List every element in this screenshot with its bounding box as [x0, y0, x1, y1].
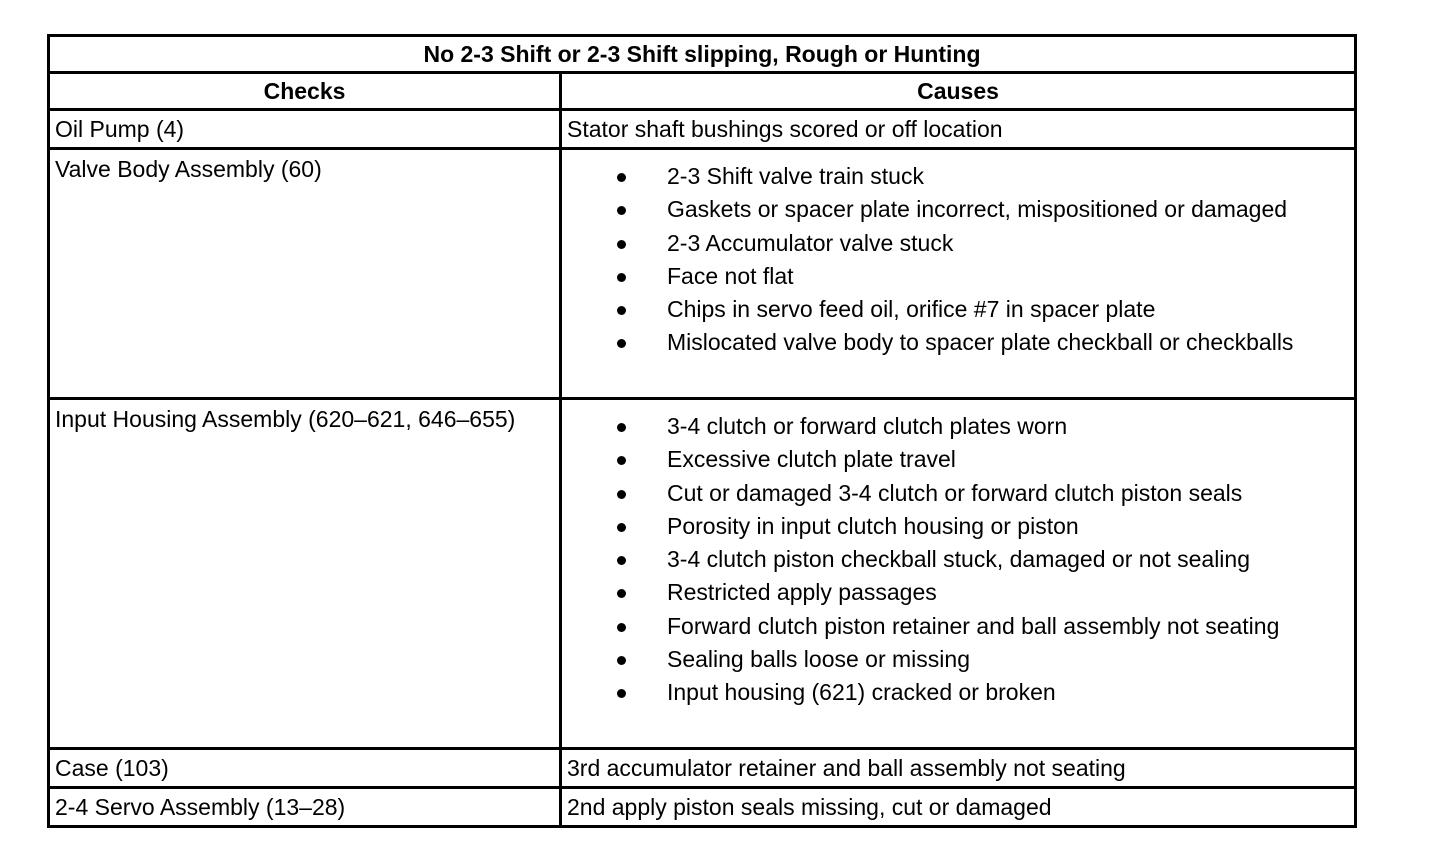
list-item — [562, 510, 1354, 543]
cause-text: Sealing balls loose or missing — [667, 646, 970, 673]
list-item — [562, 227, 1354, 260]
bullet-icon — [617, 206, 626, 215]
cause-text: 3-4 clutch piston checkball stuck, damaged or not sealing — [667, 546, 1250, 573]
list-item — [562, 543, 1354, 576]
cause-list — [562, 150, 1354, 360]
bullet-icon — [617, 273, 626, 282]
cause-text: Gaskets or spacer plate incorrect, mispositioned or damaged — [667, 196, 1288, 223]
cause-text: Stator shaft bushings scored or off location — [567, 116, 1003, 142]
bullet-icon — [617, 523, 626, 532]
bullet-icon — [617, 240, 626, 249]
cause-text: Mislocated valve body to spacer plate checkball or checkballs — [667, 329, 1294, 356]
header-checks: Checks — [49, 73, 561, 110]
bullet-icon — [617, 490, 626, 499]
check-cell — [49, 788, 561, 827]
list-item — [562, 160, 1354, 193]
table-row — [49, 149, 1356, 399]
cause-cell — [561, 788, 1356, 827]
table-title: No 2-3 Shift or 2-3 Shift slipping, Rough or Hunting — [49, 36, 1356, 73]
cause-text: Input housing (621) cracked or broken — [667, 679, 1056, 706]
header-causes: Causes — [561, 73, 1356, 110]
check-text: Oil Pump (4) — [55, 116, 185, 142]
table-row — [49, 399, 1356, 749]
list-item — [562, 443, 1354, 476]
check-cell — [49, 749, 561, 788]
list-item — [562, 326, 1354, 359]
bullet-icon — [617, 589, 626, 598]
list-item — [562, 260, 1354, 293]
cause-text: Forward clutch piston retainer and ball assembly not seating — [667, 612, 1280, 639]
list-item — [562, 410, 1354, 443]
check-cell — [49, 110, 561, 149]
list-item — [562, 643, 1354, 676]
cause-text: 2-3 Shift valve train stuck — [667, 163, 924, 189]
check-text: Case (103) — [55, 755, 169, 781]
cause-text: Excessive clutch plate travel — [667, 446, 956, 473]
cause-cell — [561, 749, 1356, 788]
table-row — [49, 110, 1356, 149]
bullet-icon — [617, 423, 626, 432]
cause-text: Restricted apply passages — [667, 579, 937, 606]
cause-text: Face not flat — [667, 262, 794, 289]
list-item — [562, 293, 1354, 326]
bullet-icon — [617, 556, 626, 565]
cause-cell — [561, 149, 1356, 399]
bullet-icon — [617, 456, 626, 465]
list-item — [562, 193, 1354, 226]
diagnosis-table — [47, 34, 1357, 828]
table-row — [49, 788, 1356, 827]
bullet-icon — [617, 623, 626, 632]
list-item — [562, 576, 1354, 609]
cause-cell — [561, 110, 1356, 149]
check-cell — [49, 149, 561, 399]
check-text: Input Housing Assembly (620–621, 646–655) — [55, 406, 516, 432]
check-text: Valve Body Assembly (60) — [55, 156, 322, 182]
cause-text: Porosity in input clutch housing or piston — [667, 512, 1079, 539]
cause-text: 3-4 clutch or forward clutch plates worn — [667, 413, 1068, 439]
cause-text: Chips in servo feed oil, orifice #7 in spacer plate — [667, 296, 1156, 323]
table-row — [49, 749, 1356, 788]
cause-text: 2-3 Accumulator valve stuck — [667, 229, 954, 256]
bullet-icon — [617, 689, 626, 698]
list-item — [562, 610, 1354, 643]
bullet-icon — [617, 306, 626, 315]
bullet-icon — [617, 339, 626, 348]
cause-text: Cut or damaged 3-4 clutch or forward clutch piston seals — [667, 479, 1243, 506]
cause-cell — [561, 399, 1356, 749]
bullet-icon — [617, 656, 626, 665]
cause-list — [562, 400, 1354, 710]
list-item — [562, 676, 1354, 709]
bullet-icon — [617, 173, 626, 182]
check-cell — [49, 399, 561, 749]
cause-text: 2nd apply piston seals missing, cut or damaged — [567, 794, 1052, 820]
check-text: 2-4 Servo Assembly (13–28) — [55, 794, 346, 820]
cause-text: 3rd accumulator retainer and ball assembly not seating — [567, 755, 1126, 781]
list-item — [562, 477, 1354, 510]
